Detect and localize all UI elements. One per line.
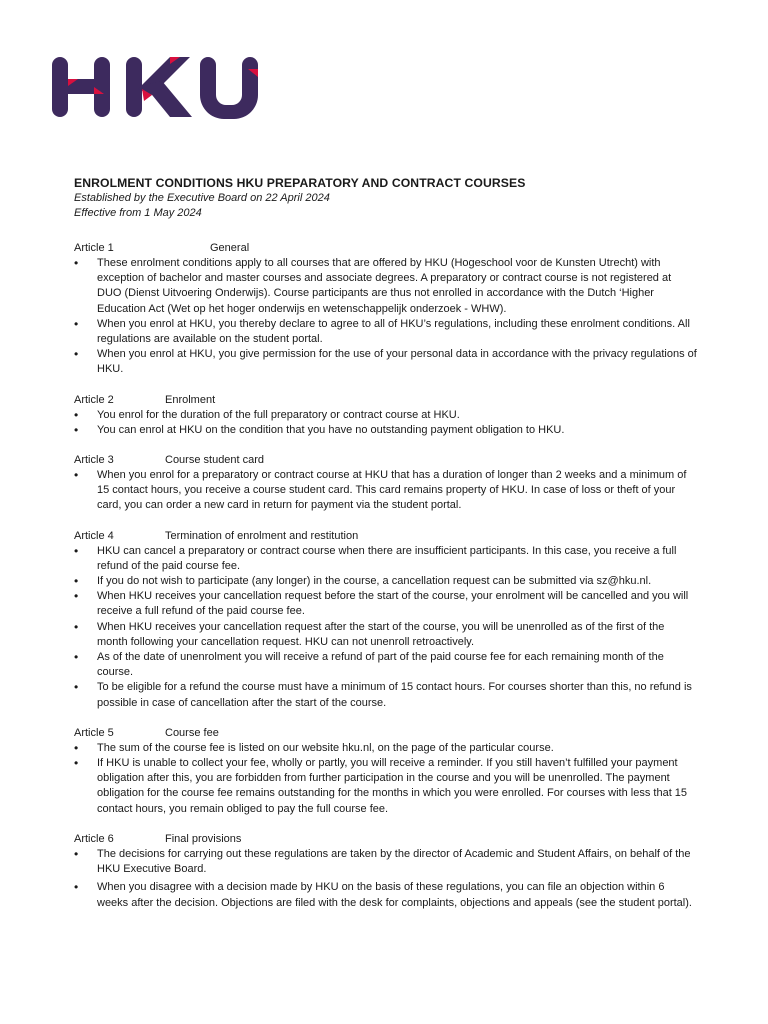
list-item: • HKU can cancel a preparatory or contract course when there are insufficient participants. In this case, you receive a full refund of the paid course fee. — [74, 544, 698, 574]
list-item: • When you enrol for a preparatory or contract course at HKU that has a duration of longer than 2 weeks and a minimum of 15 contact hours, you receive a course student card. This card remains property of HKU. In case of loss or theft of your card, you can order a new card in return for payment via the student portal. — [74, 468, 698, 514]
article-3 — [74, 453, 698, 514]
list-item: • When you enrol at HKU, you thereby declare to agree to all of HKU’s regulations, including these enrolment conditions. All regulations are available on the student portal. — [74, 317, 698, 347]
list-item: • To be eligible for a refund the course must have a minimum of 15 contact hours. For courses shorter than this, no refund is possible in case of cancellation after the start of the course. — [74, 680, 698, 710]
article-title: General — [210, 242, 250, 254]
article-number: Article 3 — [74, 454, 114, 467]
effective-date: Effective from 1 May 2024 — [74, 207, 202, 219]
article-heading — [74, 726, 698, 741]
document-body — [74, 175, 698, 911]
article-1 — [74, 241, 698, 378]
article-6 — [74, 832, 698, 911]
article-number: Article 5 — [74, 726, 114, 739]
article-heading — [74, 393, 698, 408]
list-item: • You can enrol at HKU on the condition that you have no outstanding payment obligation to HKU. — [74, 423, 698, 438]
established-date: Established by the Executive Board on 22 April 2024 — [74, 192, 330, 204]
list-item: • When HKU receives your cancellation request after the start of the course, you will be unenrolled as of the first of the month following your cancellation request. HKU can not unenroll retroactively. — [74, 620, 698, 650]
list-item: • If you do not wish to participate (any longer) in the course, a cancellation request can be submitted via sz@hku.nl. — [74, 574, 698, 589]
list-item: • When HKU receives your cancellation request before the start of the course, your enrolment will be cancelled and you will receive a full refund of the paid course fee. — [74, 589, 698, 619]
document-title: ENROLMENT CONDITIONS HKU PREPARATORY AND CONTRACT COURSES — [74, 176, 526, 190]
bullet-list — [74, 468, 698, 514]
bullet-list — [74, 847, 698, 911]
bullet-list — [74, 544, 698, 711]
hku-logo — [52, 55, 260, 119]
list-item: • When you disagree with a decision made by HKU on the basis of these regulations, you can file an objection within 6 weeks after the decision. Objections are filed with the desk for complaints, objections and appeals (see the student portal). — [74, 880, 698, 910]
bullet-list — [74, 408, 698, 438]
article-number: Article 6 — [74, 832, 114, 845]
article-2 — [74, 393, 698, 438]
article-heading — [74, 453, 698, 468]
article-title: Course student card — [165, 454, 265, 467]
article-4 — [74, 529, 698, 711]
article-title: Final provisions — [165, 832, 242, 845]
list-item: • As of the date of unenrolment you will receive a refund of part of the paid course fee for each remaining month of the course. — [74, 650, 698, 680]
article-number: Article 4 — [74, 529, 114, 542]
article-number: Article 1 — [74, 242, 114, 254]
article-heading — [74, 241, 698, 256]
list-item: • These enrolment conditions apply to all courses that are offered by HKU (Hogeschool voor de Kunsten Utrecht) with exception of bachelor and master courses and associate degrees. A preparatory or contract course is not registered at DUO (Dienst Uitvoering Onderwijs). Course participants are thus not enrolled in accordance with the Dutch ‘Higher Education Act (Wet op het hoger onderwijs en wetenschappelijk onderzoek - WHW). — [74, 256, 698, 317]
list-item: • The decisions for carrying out these regulations are taken by the director of Academic and Student Affairs, on behalf of the HKU Executive Board. — [74, 847, 698, 877]
list-item: • When you enrol at HKU, you give permission for the use of your personal data in accordance with the privacy regulations of HKU. — [74, 347, 698, 377]
bullet-list — [74, 741, 698, 817]
list-item: • The sum of the course fee is listed on our website hku.nl, on the page of the particular course. — [74, 741, 698, 756]
article-heading — [74, 832, 698, 847]
article-title: Enrolment — [165, 393, 216, 406]
article-title: Course fee — [165, 726, 219, 739]
article-number: Article 2 — [74, 393, 114, 406]
article-heading — [74, 529, 698, 544]
list-item: • If HKU is unable to collect your fee, wholly or partly, you will receive a reminder. If you still haven’t fulfilled your payment obligation after this, you are forbidden from further participation in the course and you will be unenrolled. The payment obligation for the course fee remains outstanding for the months in which you were enrolled. For courses with less that 15 contact hours, you remain obliged to pay the full course fee. — [74, 756, 698, 817]
article-title: Termination of enrolment and restitution — [165, 529, 359, 542]
list-item: • You enrol for the duration of the full preparatory or contract course at HKU. — [74, 408, 698, 423]
bullet-list — [74, 256, 698, 378]
article-5 — [74, 726, 698, 817]
